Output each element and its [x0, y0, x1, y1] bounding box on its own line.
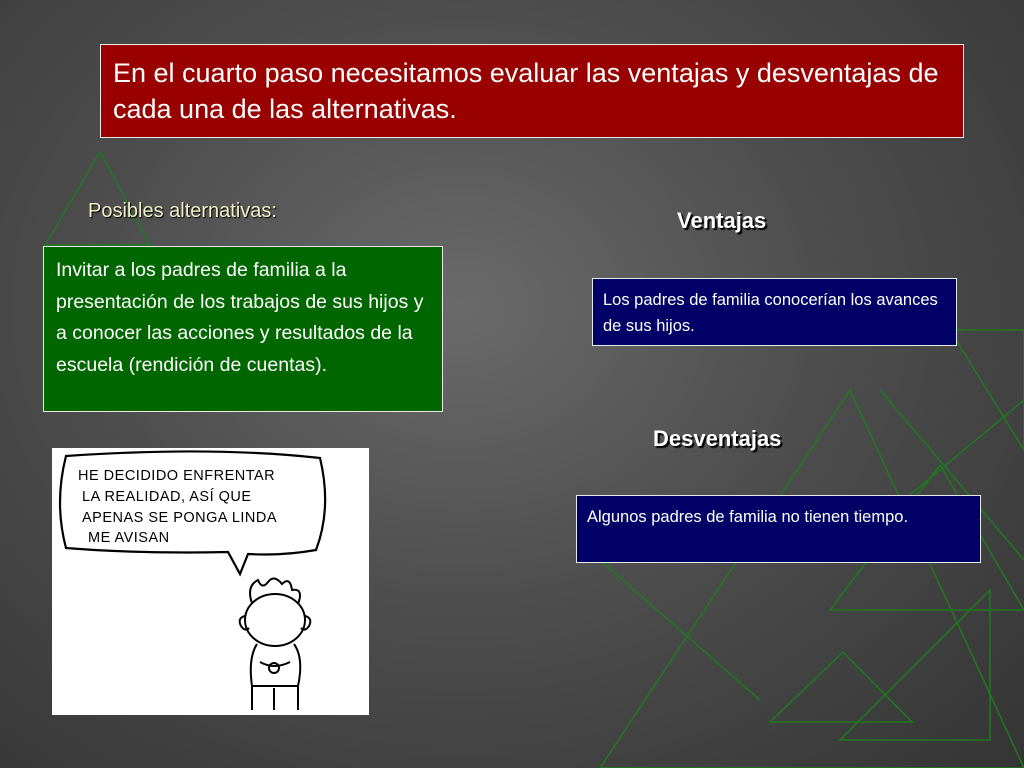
ventaja-box: [592, 278, 957, 346]
comic-speech-line-2: LA REALIDAD, ASÍ QUE: [82, 489, 252, 505]
comic-drawing: [52, 448, 369, 715]
comic-image: [52, 448, 369, 715]
desventajas-heading: Desventajas: [653, 426, 782, 451]
desventaja-box: [576, 495, 981, 563]
alternatives-label: Posibles alternativas:: [88, 200, 277, 222]
ventaja-text: Los padres de familia conocerían los avances de sus hijos.: [603, 291, 938, 335]
comic-speech-line-4: ME AVISAN: [88, 530, 170, 546]
character-figure: [240, 578, 311, 710]
title-box: [100, 44, 964, 138]
desventaja-text: Algunos padres de familia no tienen tiempo.: [587, 508, 909, 526]
alternative-text: Invitar a los padres de familia a la presentación de los trabajos de sus hijos y a conocer las acciones y resultados de la escuela (rendición de cuentas).: [56, 259, 424, 376]
alternative-box: [43, 246, 443, 412]
comic-speech-line-1: HE DECIDIDO ENFRENTAR: [78, 468, 276, 484]
comic-speech-line-3: APENAS SE PONGA LINDA: [82, 510, 278, 526]
slide-title: En el cuarto paso necesitamos evaluar las ventajas y desventajas de cada una de las alternativas.: [113, 58, 939, 124]
ventajas-heading: Ventajas: [677, 208, 767, 233]
